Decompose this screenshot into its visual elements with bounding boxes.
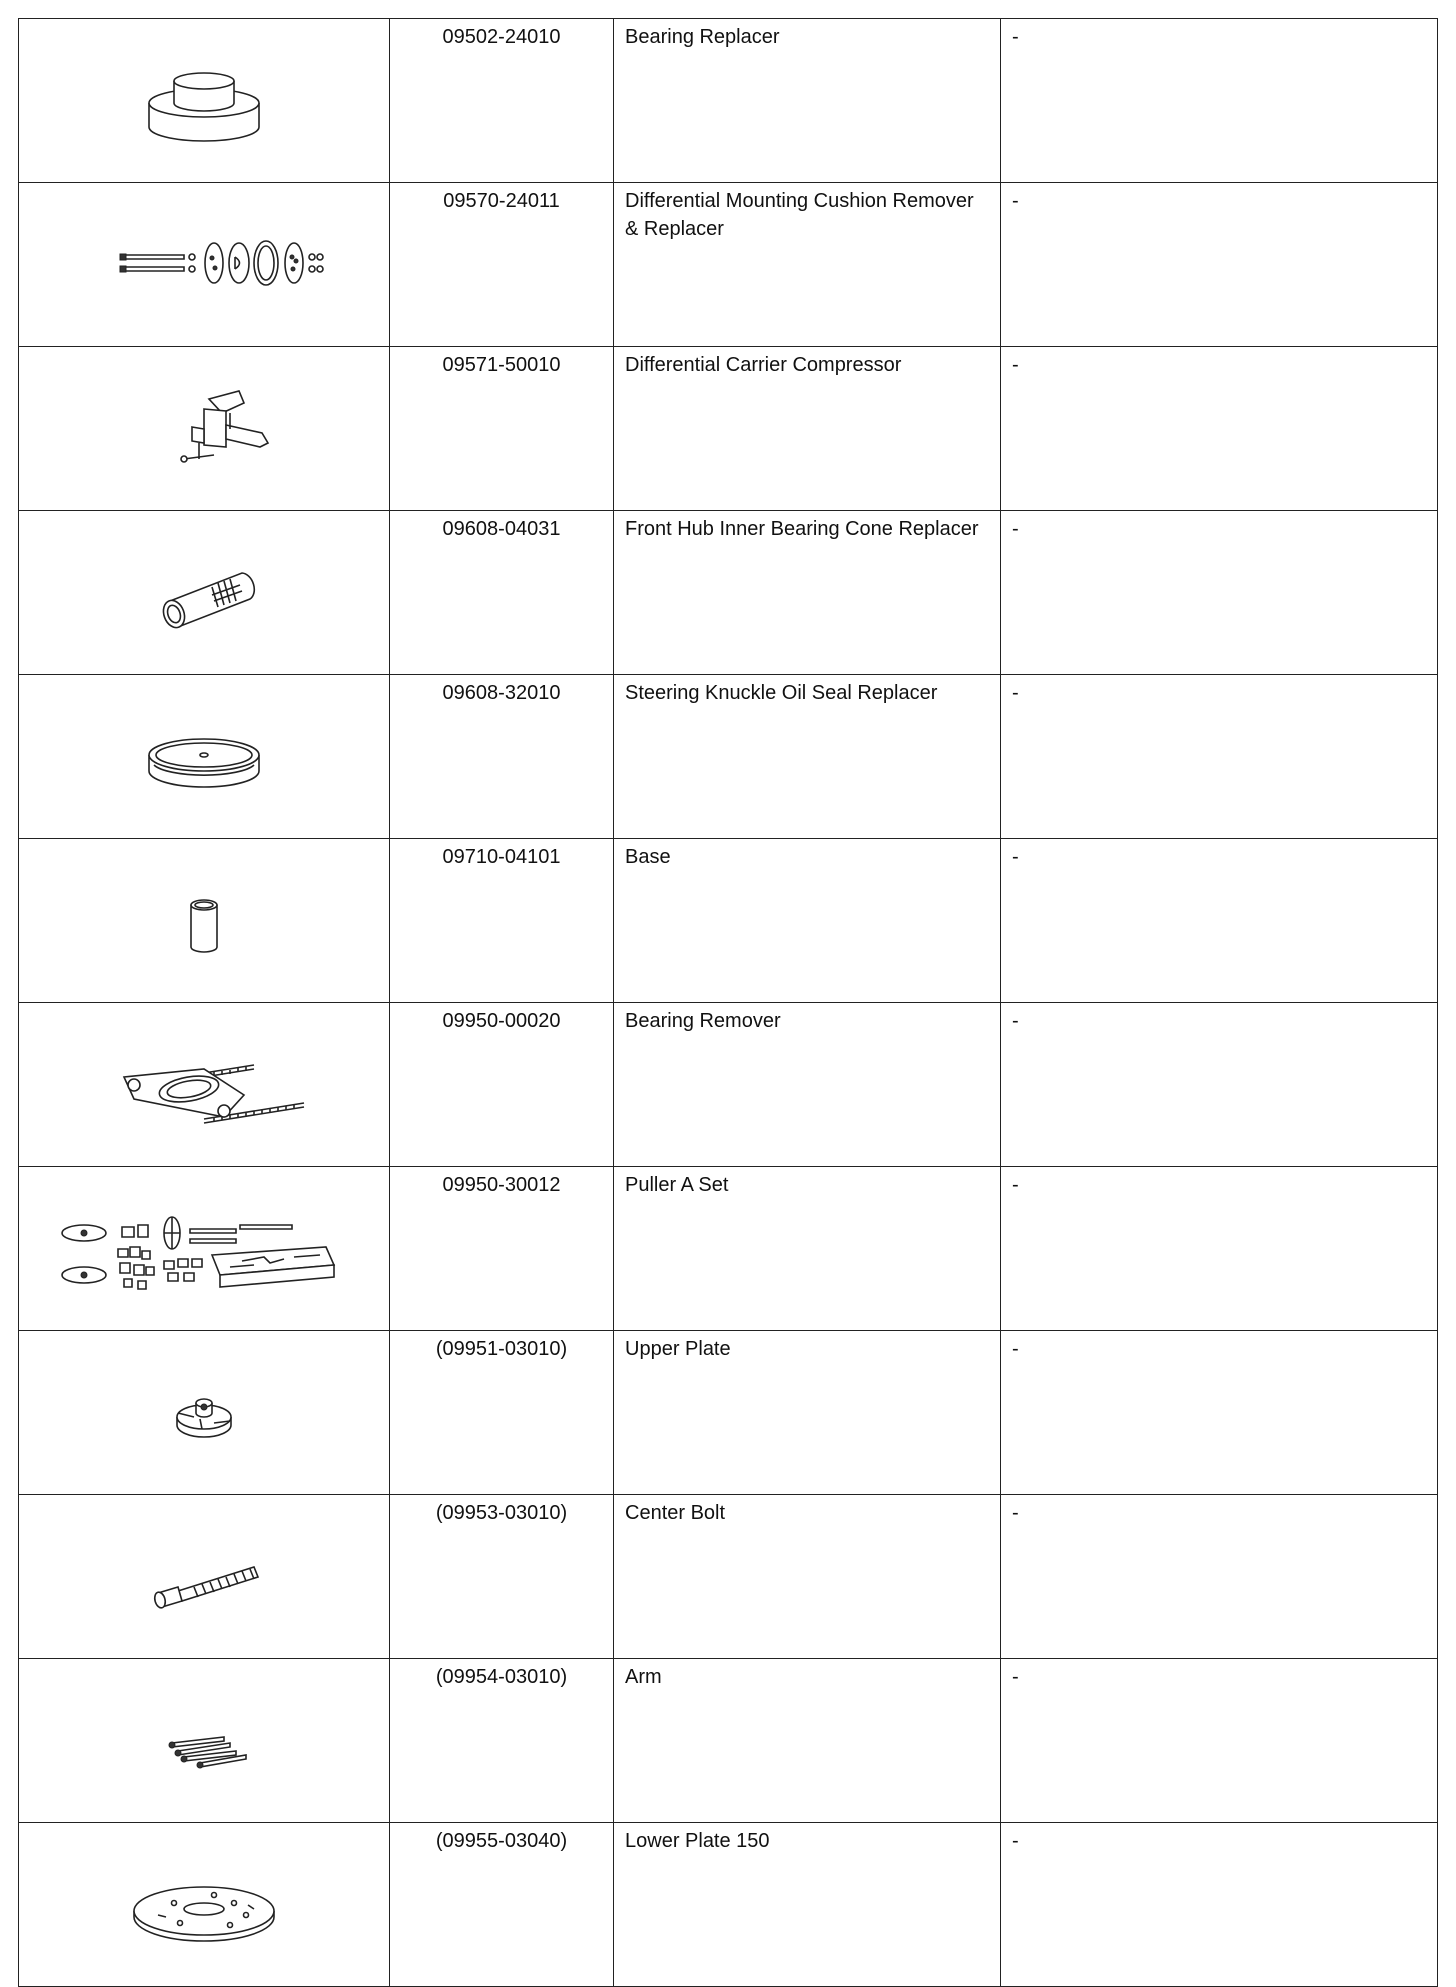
tool-illustration-cell (19, 1659, 390, 1823)
bearing-remover-drawing (54, 1025, 354, 1145)
table-row (19, 1331, 1438, 1495)
tool-illustration-cell (19, 19, 390, 183)
tool-name: Steering Knuckle Oil Seal Replacer (614, 675, 1001, 839)
special-service-tools-sheet (18, 18, 1437, 1952)
tool-illustration-cell (19, 1167, 390, 1331)
carrier-compressor-drawing (54, 369, 354, 489)
tool-note: - (1001, 19, 1438, 183)
tool-illustration-cell (19, 1003, 390, 1167)
tool-name: Base (614, 839, 1001, 1003)
tool-note: - (1001, 1003, 1438, 1167)
tool-note: - (1001, 347, 1438, 511)
tool-illustration-cell (19, 347, 390, 511)
tool-note: - (1001, 1167, 1438, 1331)
center-bolt-drawing (54, 1517, 354, 1637)
part-number: (09953-03010) (390, 1495, 614, 1659)
table-row (19, 1659, 1438, 1823)
part-number: 09608-32010 (390, 675, 614, 839)
tool-note: - (1001, 1331, 1438, 1495)
table-row (19, 1167, 1438, 1331)
tool-name: Bearing Replacer (614, 19, 1001, 183)
tool-illustration-cell (19, 1331, 390, 1495)
table-row (19, 1823, 1438, 1987)
hub-bearing-cone-replacer-drawing (54, 533, 354, 653)
tool-name: Differential Mounting Cushion Remover & Replacer (614, 183, 1001, 347)
lower-plate-drawing (54, 1845, 354, 1965)
tool-note: - (1001, 675, 1438, 839)
tool-note: - (1001, 183, 1438, 347)
tool-note: - (1001, 1495, 1438, 1659)
tool-illustration-cell (19, 675, 390, 839)
tool-name: Center Bolt (614, 1495, 1001, 1659)
table-row (19, 511, 1438, 675)
table-row (19, 839, 1438, 1003)
base-sleeve-drawing (54, 861, 354, 981)
table-row (19, 347, 1438, 511)
tool-illustration-cell (19, 1823, 390, 1987)
part-number: 09608-04031 (390, 511, 614, 675)
table-row (19, 1495, 1438, 1659)
tool-name: Lower Plate 150 (614, 1823, 1001, 1987)
part-number: 09570-24011 (390, 183, 614, 347)
part-number: 09710-04101 (390, 839, 614, 1003)
part-number: 09502-24010 (390, 19, 614, 183)
bearing-replacer-drawing (54, 41, 354, 161)
tool-illustration-cell (19, 1495, 390, 1659)
tool-note: - (1001, 1659, 1438, 1823)
tool-name: Puller A Set (614, 1167, 1001, 1331)
arm-set-drawing (54, 1681, 354, 1801)
tool-illustration-cell (19, 511, 390, 675)
part-number: 09571-50010 (390, 347, 614, 511)
part-number: 09950-30012 (390, 1167, 614, 1331)
table-row (19, 1003, 1438, 1167)
tool-note: - (1001, 511, 1438, 675)
tool-name: Arm (614, 1659, 1001, 1823)
upper-plate-drawing (54, 1353, 354, 1473)
table-row (19, 19, 1438, 183)
tool-name: Bearing Remover (614, 1003, 1001, 1167)
tool-note: - (1001, 1823, 1438, 1987)
tool-note: - (1001, 839, 1438, 1003)
part-number: (09955-03040) (390, 1823, 614, 1987)
oil-seal-replacer-drawing (54, 697, 354, 817)
table-row (19, 675, 1438, 839)
tool-illustration-cell (19, 183, 390, 347)
part-number: (09954-03010) (390, 1659, 614, 1823)
part-number: (09951-03010) (390, 1331, 614, 1495)
tool-name: Upper Plate (614, 1331, 1001, 1495)
tool-illustration-cell (19, 839, 390, 1003)
puller-set-drawing (34, 1189, 374, 1309)
tool-table (18, 18, 1438, 1987)
tool-name: Front Hub Inner Bearing Cone Replacer (614, 511, 1001, 675)
tool-name: Differential Carrier Compressor (614, 347, 1001, 511)
part-number: 09950-00020 (390, 1003, 614, 1167)
differential-cushion-tool-drawing (54, 205, 354, 325)
table-row (19, 183, 1438, 347)
